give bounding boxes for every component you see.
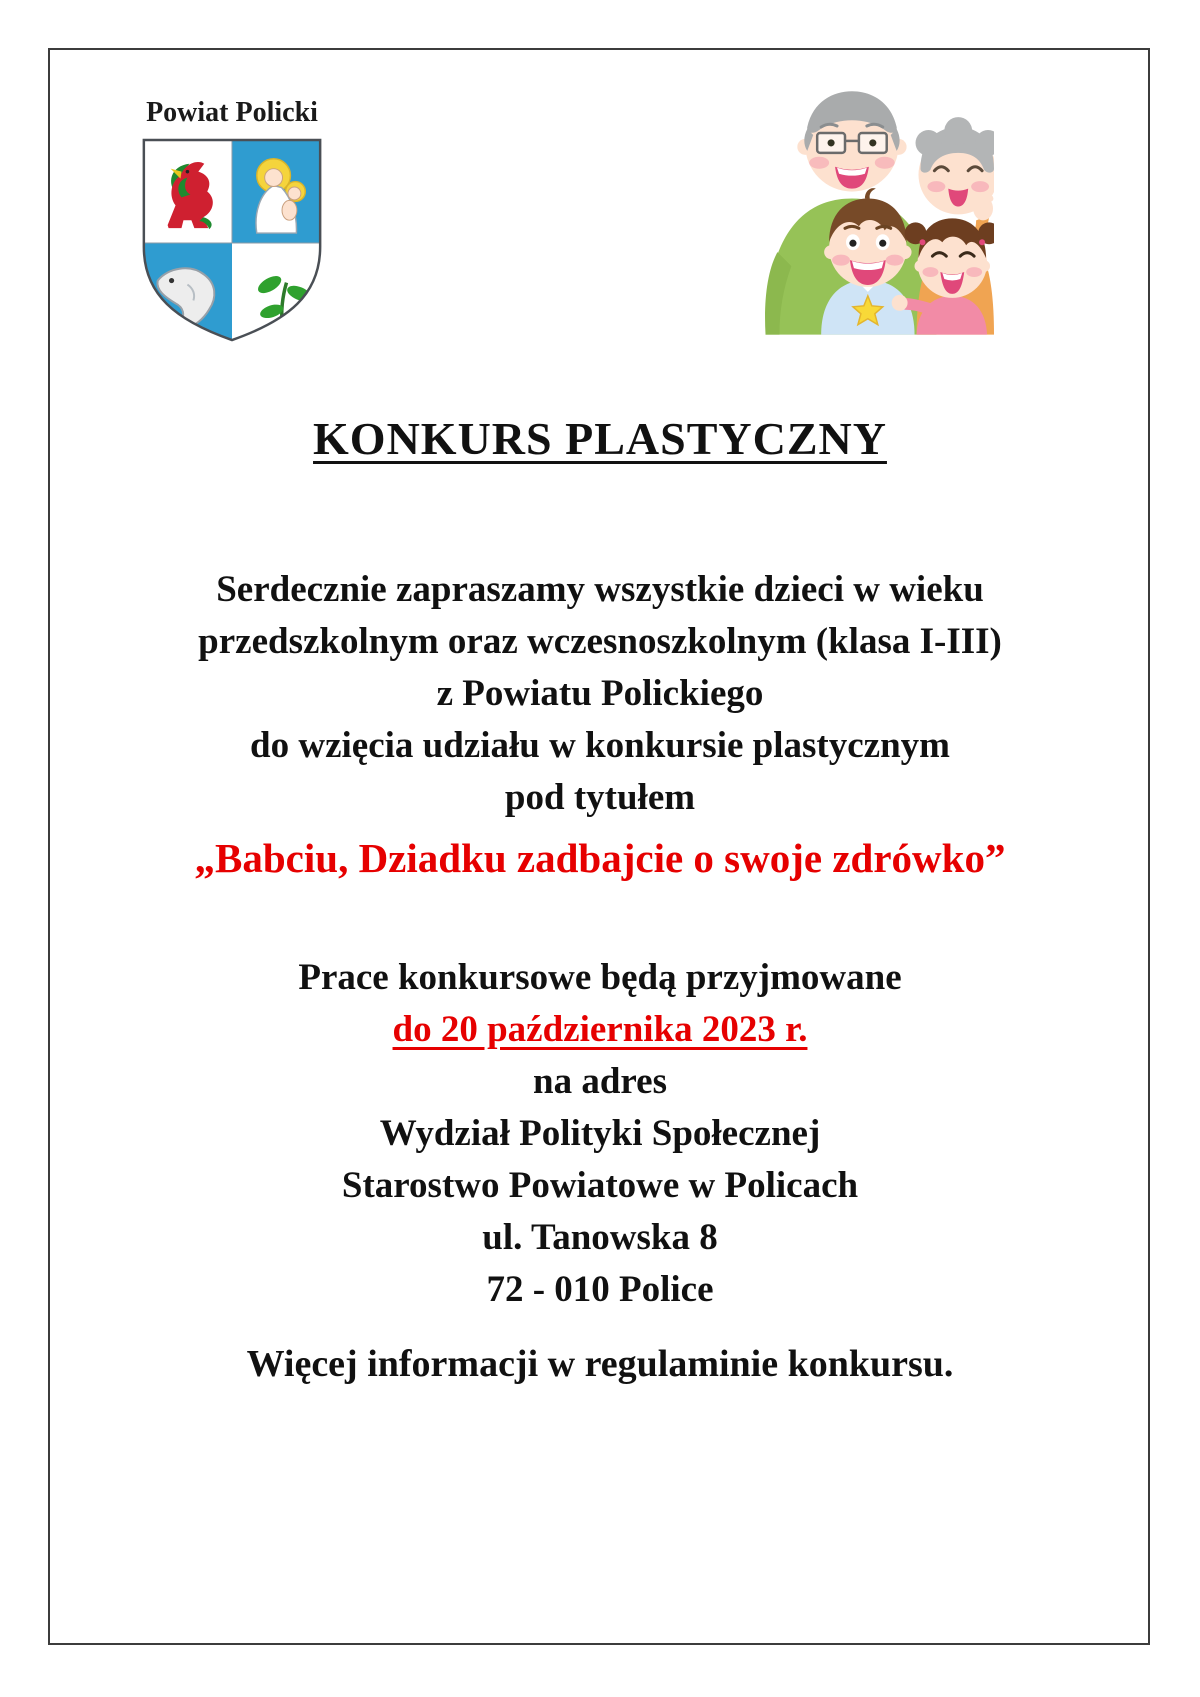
grandparents-grandchildren-illustration — [696, 70, 994, 336]
intro-line-2: przedszkolnym oraz wczesnoszkolnym (klasa I-III) — [198, 621, 1002, 662]
powiat-policki-coat-of-arms-icon — [137, 136, 327, 344]
submission-deadline: do 20 października 2023 r. — [392, 1009, 808, 1050]
family-illustration-icon — [696, 70, 994, 336]
contest-title: „Babciu, Dziadku zadbajcie o swoje zdrówko” — [194, 835, 1006, 881]
address-line-1: Wydział Polityki Społecznej — [379, 1113, 821, 1154]
intro-line-1: Serdecznie zapraszamy wszystkie dzieci w wieku — [216, 569, 984, 610]
intro-line-4: do wzięcia udziału w konkursie plastycznym — [250, 725, 950, 766]
submission-address-intro: na adres — [533, 1061, 667, 1102]
address-line-3: ul. Tanowska 8 — [482, 1217, 718, 1258]
submission-line: Prace konkursowe będą przyjmowane — [298, 957, 902, 998]
footer-note: Więcej informacji w regulaminie konkursu. — [246, 1343, 954, 1385]
submission-section — [0, 952, 1200, 1316]
address-line-4: 72 - 010 Police — [486, 1269, 714, 1310]
address-line-2: Starostwo Powiatowe w Policach — [341, 1165, 859, 1206]
poster-title: KONKURS PLASTYCZNY — [313, 413, 887, 464]
intro-line-5: pod tytułem — [504, 777, 696, 818]
intro-line-3: z Powiatu Polickiego — [436, 673, 764, 714]
powiat-policki-logo — [132, 96, 332, 349]
logo-caption: Powiat Policki — [146, 97, 318, 128]
intro-section — [0, 564, 1200, 886]
